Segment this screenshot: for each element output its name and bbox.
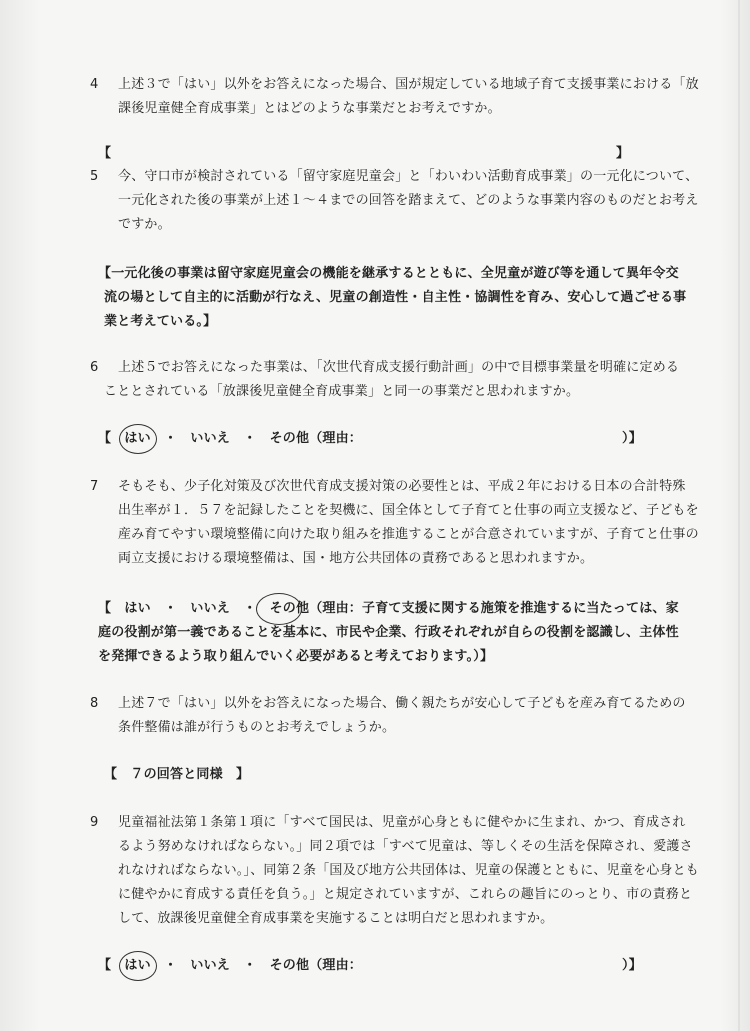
- q9-line5: して、放課後児童健全育成事業を実施することは明白だと思われますか。: [118, 911, 554, 926]
- q8-number: 8: [90, 696, 99, 711]
- q6-hai-circle: [119, 424, 157, 454]
- q7-sonota-circle: [256, 593, 302, 625]
- q7-answer-1: 【 はい ・ いいえ ・ その他（理由：子育て支援に関する施策を推進するに当たっては、家: [98, 601, 679, 616]
- paper-crease: [738, 0, 740, 1031]
- q7-line1: [90, 478, 686, 496]
- q9-line4: に健やかに育成する責任を負う。」と規定されていますが、これらの趣旨にのっとり、市の責務と: [118, 887, 693, 902]
- q9-answer-close: ）】: [622, 958, 642, 973]
- q4-answer-open: 【: [98, 146, 112, 161]
- q9-hai-circle: [119, 951, 157, 981]
- q6-line2: こととされている「放課後児童健全育成事業」と同一の事業だと思われますか。: [104, 384, 580, 399]
- q8-line1: [90, 695, 686, 713]
- q4-text-1: 上述３で「はい」以外をお答えになった場合、国が規定している地域子育て支援事業における「放: [118, 77, 699, 92]
- q7-line3: 産み育てやすい環境整備に向けた取り組みを推進することが合意されていますが、子育てと仕事の: [118, 527, 699, 542]
- q8-answer: 【 ７の回答と同様 】: [104, 767, 250, 782]
- q4-number: 4: [90, 77, 99, 92]
- q6-line1: [90, 359, 679, 377]
- q7-line2: 出生率が１．５７を記録したことを契機に、国全体として子育てと仕事の両立支援など、子どもを: [118, 503, 699, 518]
- q7-answer-3: を発揮できるよう取り組んでいく必要があると考えております。）】: [98, 649, 494, 664]
- q6-answer-close: ）】: [622, 431, 642, 446]
- q9-text-1: 児童福祉法第１条第１項に「すべて国民は、児童が心身ともに健やかに生まれ、かつ、育成され: [118, 815, 686, 830]
- q5-answer-1: 【一元化後の事業は留守家庭児童会の機能を継承するとともに、全児童が遊び等を通して異年令交: [98, 266, 679, 281]
- q9-line1: [90, 814, 686, 832]
- q5-text-1: 今、守口市が検討されている「留守家庭児童会」と「わいわい活動育成事業」の一元化について、: [118, 169, 699, 184]
- q9-answer: 【 はい ・ いいえ ・ その他（理由：: [98, 958, 363, 973]
- q7-answer-2: 庭の役割が第一義であることを基本に、市民や企業、行政それぞれが自らの役割を認識し、主体性: [98, 625, 679, 640]
- q6-number: 6: [90, 360, 99, 375]
- q4-line1: [90, 76, 699, 94]
- q7-number: 7: [90, 479, 99, 494]
- q8-text-1: 上述７で「はい」以外をお答えになった場合、働く親たちが安心して子どもを産み育てるための: [118, 696, 686, 711]
- q6-text-1: 上述５でお答えになった事業は、「次世代育成支援行動計画」の中で目標事業量を明確に定める: [118, 360, 680, 375]
- q9-line2: るよう努めなければならない。」同２項では「すべて児童は、等しくその生活を保障され、愛護さ: [118, 839, 693, 854]
- q7-text-1: そもそも、少子化対策及び次世代育成支援対策の必要性とは、平成２年における日本の合計特殊: [118, 479, 686, 494]
- q9-line3: れなければならない。」、同第２条「国及び地方公共団体は、児童の保護とともに、児童を心身とも: [118, 863, 700, 878]
- q6-answer: 【 はい ・ いいえ ・ その他（理由：: [98, 431, 363, 446]
- q4-answer-close: 】: [616, 146, 630, 161]
- q5-number: 5: [90, 169, 99, 184]
- q5-line1: [90, 168, 698, 186]
- q5-line3: ですか。: [118, 217, 171, 232]
- q9-number: 9: [90, 815, 99, 830]
- q4-line2: 課後児童健全育成事業」とはどのような事業だとお考えですか。: [118, 101, 501, 116]
- q5-answer-2: 流の場として自主的に活動が行なえ、児童の創造性・自主性・協調性を育み、安心して過ごせる事: [104, 290, 687, 305]
- q5-answer-3: 業と考えている。】: [104, 314, 217, 329]
- q5-line2: 一元化された後の事業が上述１～４までの回答を踏まえて、どのような事業内容のものだとお考え: [118, 193, 699, 208]
- q8-line2: 条件整備は誰が行うものとお考えでしょうか。: [118, 720, 396, 735]
- q7-line4: 両立支援における環境整備は、国・地方公共団体の責務であると思われますか。: [118, 551, 594, 566]
